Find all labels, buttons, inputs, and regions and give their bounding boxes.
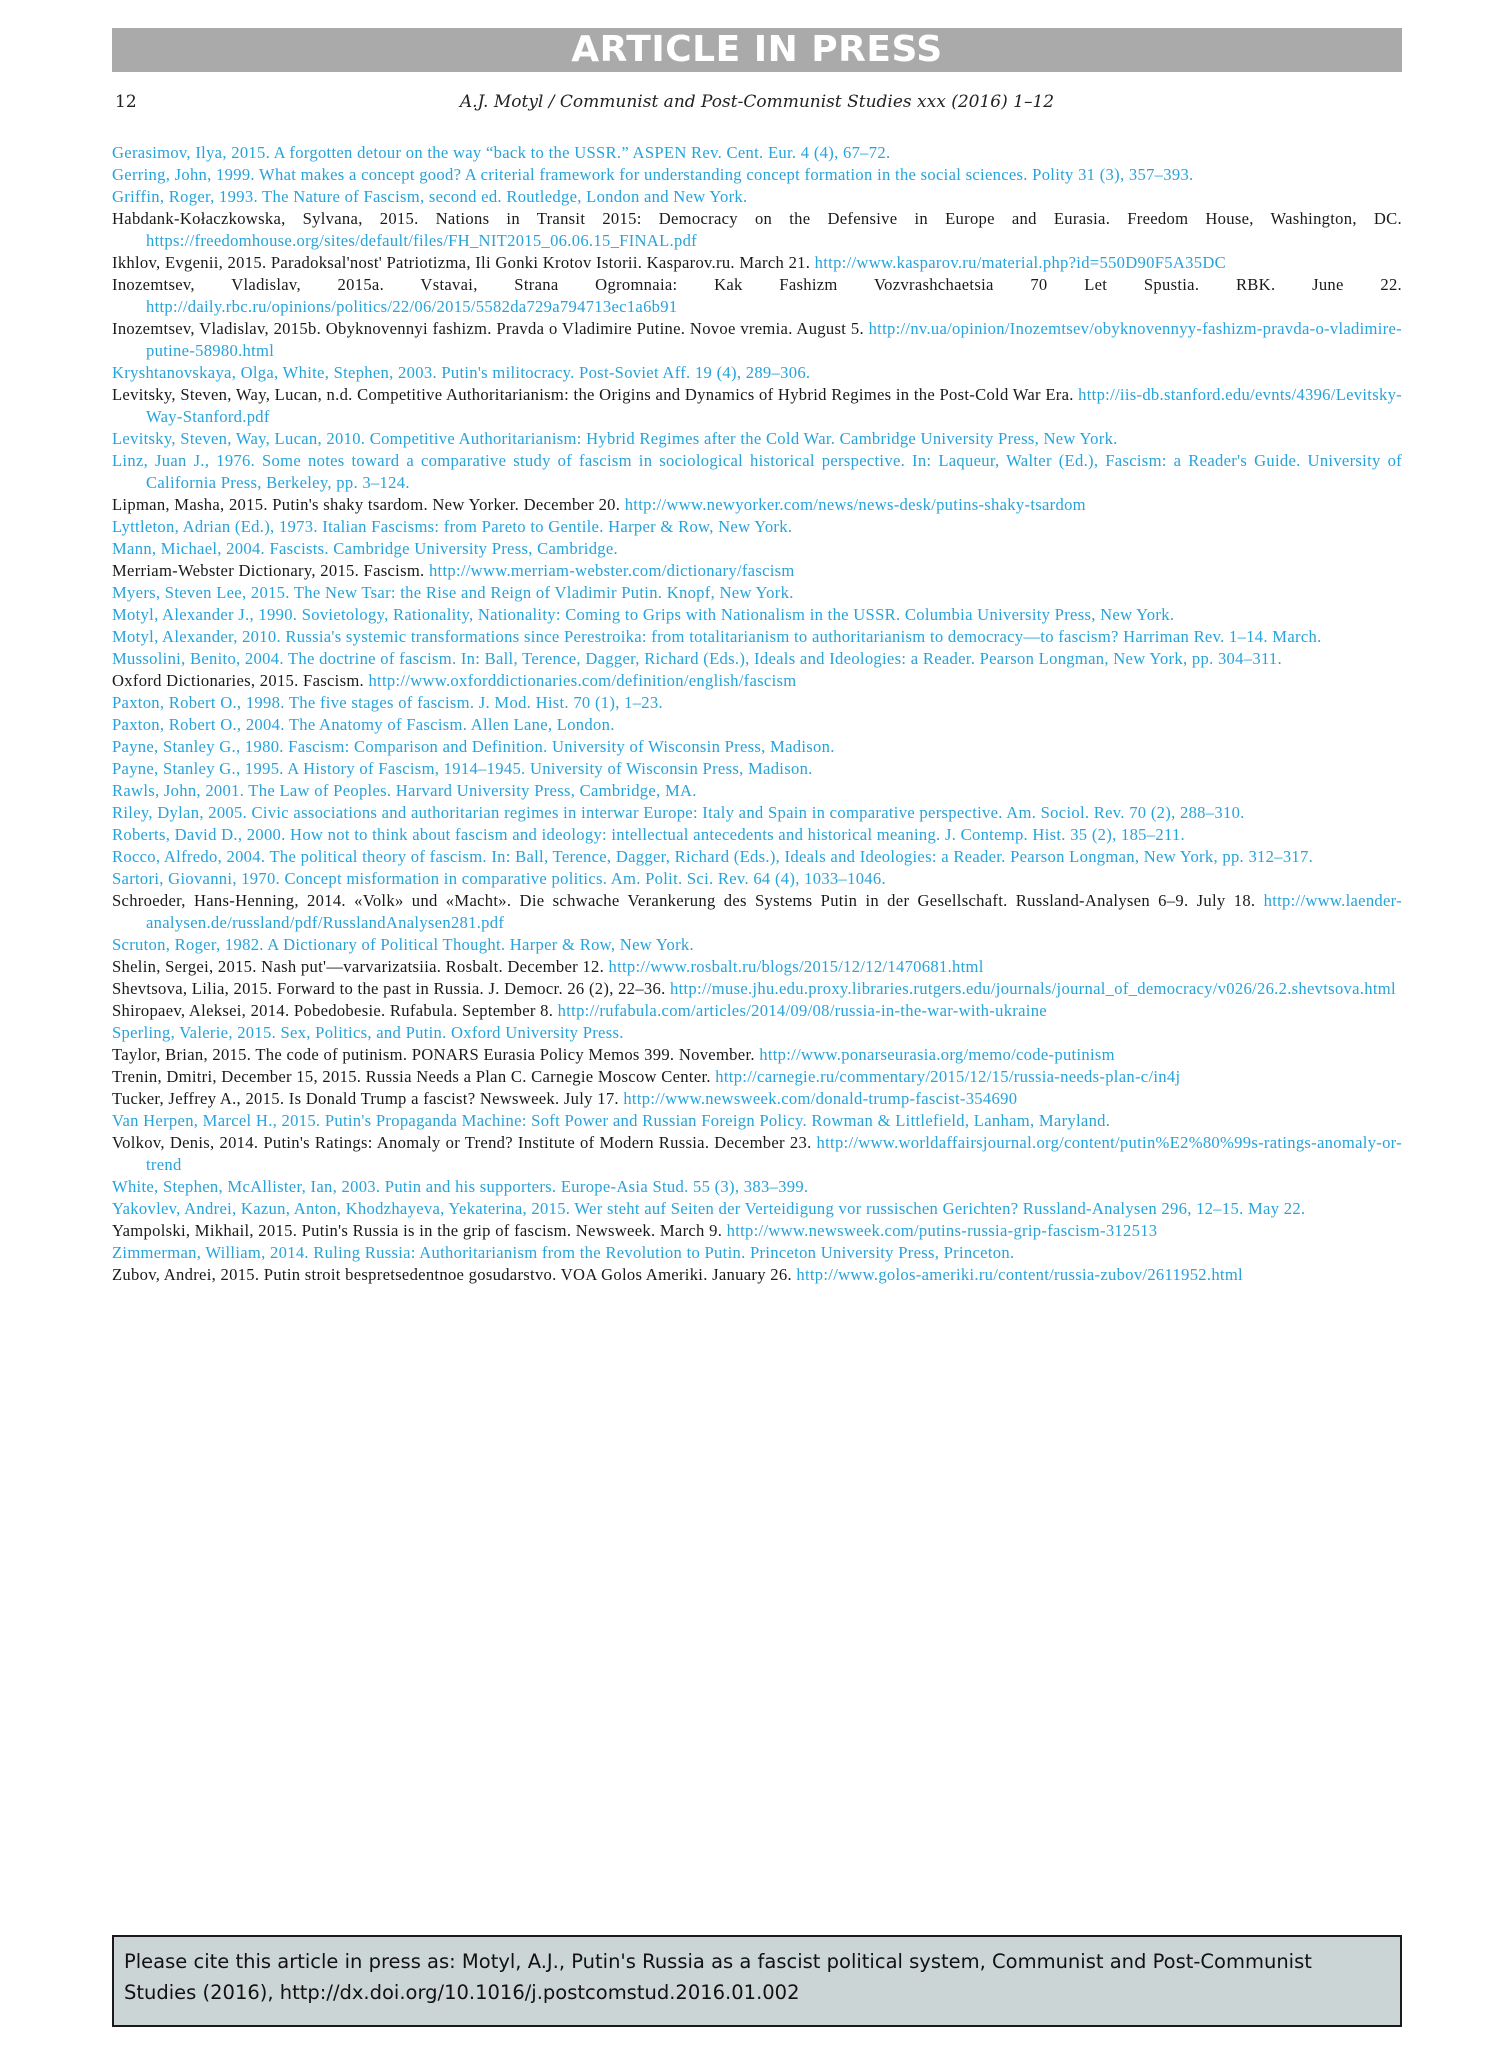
reference-entry[interactable]: [112, 604, 1402, 626]
reference-text: Merriam-Webster Dictionary, 2015. Fascism.: [112, 561, 429, 580]
reference-entry[interactable]: [112, 802, 1402, 824]
reference-text: Oxford Dictionaries, 2015. Fascism.: [112, 671, 369, 690]
reference-entry[interactable]: [112, 164, 1402, 186]
reference-entry[interactable]: [112, 758, 1402, 780]
reference-entry: [112, 494, 1402, 516]
reference-entry: [112, 1220, 1402, 1242]
citation-notice: Please cite this article in press as: Motyl, A.J., Putin's Russia as a fascist political system, Communist and Post-Communist Studies (2016), http://dx.doi.org/10.1016/j.postcomstud.2016.01.002: [112, 1935, 1402, 2027]
reference-text: Lipman, Masha, 2015. Putin's shaky tsardom. New Yorker. December 20.: [112, 495, 625, 514]
reference-text: Inozemtsev, Vladislav, 2015b. Obyknovennyi fashizm. Pravda o Vladimire Putine. Novoe vremia. August 5.: [112, 319, 869, 338]
reference-text: Scruton, Roger, 1982. A Dictionary of Political Thought. Harper & Row, New York.: [112, 935, 694, 954]
reference-text: Mann, Michael, 2004. Fascists. Cambridge University Press, Cambridge.: [112, 539, 619, 558]
reference-entry: [112, 670, 1402, 692]
reference-entry[interactable]: [112, 648, 1402, 670]
reference-entry[interactable]: [112, 736, 1402, 758]
reference-text: Yampolski, Mikhail, 2015. Putin's Russia is in the grip of fascism. Newsweek. March 9.: [112, 1221, 727, 1240]
reference-entry[interactable]: [112, 1242, 1402, 1264]
reference-entry[interactable]: [112, 1110, 1402, 1132]
reference-text: Griffin, Roger, 1993. The Nature of Fascism, second ed. Routledge, London and New York.: [112, 187, 748, 206]
reference-url-link[interactable]: http://nv.ua/opinion/Inozemtsev/obyknovennyy-fashizm-pravda-o-vladimire-putine-58980.html: [146, 319, 1402, 360]
reference-url-link[interactable]: http://iis-db.stanford.edu/evnts/4396/Levitsky-Way-Stanford.pdf: [146, 385, 1402, 426]
reference-entry[interactable]: [112, 714, 1402, 736]
reference-text: Gerasimov, Ilya, 2015. A forgotten detour on the way “back to the USSR.” ASPEN Rev. Cent. Eur. 4 (4), 67–72.: [112, 143, 891, 162]
reference-entry[interactable]: [112, 1022, 1402, 1044]
reference-text: Levitsky, Steven, Way, Lucan, 2010. Competitive Authoritarianism: Hybrid Regimes after the Cold War. Cambridge University Press, New York.: [112, 429, 1118, 448]
reference-text: White, Stephen, McAllister, Ian, 2003. Putin and his supporters. Europe-Asia Stud. 55 (3), 383–399.: [112, 1177, 809, 1196]
reference-entry[interactable]: [112, 1198, 1402, 1220]
page-number: 12: [115, 92, 137, 112]
reference-url-link[interactable]: http://www.kasparov.ru/material.php?id=550D90F5A35DC: [814, 253, 1226, 272]
reference-entry: [112, 384, 1402, 428]
reference-entry[interactable]: [112, 538, 1402, 560]
reference-entry: [112, 1000, 1402, 1022]
reference-entry[interactable]: [112, 868, 1402, 890]
reference-url-link[interactable]: http://www.oxforddictionaries.com/definition/english/fascism: [368, 671, 797, 690]
reference-url-link[interactable]: http://www.newsweek.com/donald-trump-fascist-354690: [623, 1089, 1018, 1108]
reference-entry: [112, 1264, 1402, 1286]
reference-text: Tucker, Jeffrey A., 2015. Is Donald Trump a fascist? Newsweek. July 17.: [112, 1089, 624, 1108]
reference-text: Motyl, Alexander, 2010. Russia's systemic transformations since Perestroika: from totalitarianism to authoritarianism to democracy—to fascism? Harriman Rev. 1–14. March.: [112, 627, 1322, 646]
reference-entry[interactable]: [112, 186, 1402, 208]
reference-entry[interactable]: [112, 450, 1402, 494]
reference-url-link[interactable]: http://muse.jhu.edu.proxy.libraries.rutgers.edu/journals/journal_of_democracy/v026/26.2.shevtsova.html: [670, 979, 1396, 998]
reference-entry: [112, 1044, 1402, 1066]
reference-text: Van Herpen, Marcel H., 2015. Putin's Propaganda Machine: Soft Power and Russian Foreign Policy. Rowman & Littlefield, Lanham, Maryland.: [112, 1111, 1111, 1130]
reference-entry[interactable]: [112, 846, 1402, 868]
reference-url-link[interactable]: http://www.newsweek.com/putins-russia-grip-fascism-312513: [726, 1221, 1158, 1240]
reference-text: Schroeder, Hans-Henning, 2014. «Volk» und «Macht». Die schwache Verankerung des Systems Putin in der Gesellschaft. Russland-Analysen 6–9. July 18.: [112, 891, 1264, 910]
reference-text: Levitsky, Steven, Way, Lucan, n.d. Competitive Authoritarianism: the Origins and Dynamics of Hybrid Regimes in the Post-Cold War Era.: [112, 385, 1079, 404]
reference-text: Taylor, Brian, 2015. The code of putinism. PONARS Eurasia Policy Memos 399. November.: [112, 1045, 760, 1064]
reference-text: Zubov, Andrei, 2015. Putin stroit bespretsedentnoe gosudarstvo. VOA Golos Ameriki. January 26.: [112, 1265, 797, 1284]
reference-text: Shiropaev, Aleksei, 2014. Pobedobesie. Rufabula. September 8.: [112, 1001, 558, 1020]
reference-url-link[interactable]: http://www.laender-analysen.de/russland/pdf/RusslandAnalysen281.pdf: [146, 891, 1402, 932]
reference-text: Paxton, Robert O., 2004. The Anatomy of Fascism. Allen Lane, London.: [112, 715, 615, 734]
reference-text: Rocco, Alfredo, 2004. The political theory of fascism. In: Ball, Terence, Dagger, Richard (Eds.), Ideals and Ideologies: a Reader. Pearson Longman, New York, pp. 312–317.: [112, 847, 1314, 866]
reference-text: Roberts, David D., 2000. How not to think about fascism and ideology: intellectual antecedents and historical meaning. J. Contemp. Hist. 35 (2), 185–211.: [112, 825, 1185, 844]
reference-url-link[interactable]: http://www.newyorker.com/news/news-desk/putins-shaky-tsardom: [624, 495, 1086, 514]
reference-entry: [112, 274, 1402, 318]
reference-text: Paxton, Robert O., 1998. The five stages of fascism. J. Mod. Hist. 70 (1), 1–23.: [112, 693, 663, 712]
reference-entry[interactable]: [112, 626, 1402, 648]
reference-entry: [112, 560, 1402, 582]
reference-entry: [112, 318, 1402, 362]
reference-url-link[interactable]: http://www.golos-ameriki.ru/content/russia-zubov/2611952.html: [796, 1265, 1243, 1284]
reference-text: Kryshtanovskaya, Olga, White, Stephen, 2003. Putin's militocracy. Post-Soviet Aff. 19 (4), 289–306.: [112, 363, 811, 382]
reference-entry: [112, 1132, 1402, 1176]
reference-text: Riley, Dylan, 2005. Civic associations and authoritarian regimes in interwar Europe: Italy and Spain in comparative perspective. Am. Sociol. Rev. 70 (2), 288–310.: [112, 803, 1245, 822]
running-title: A.J. Motyl / Communist and Post-Communist Studies xxx (2016) 1–12: [459, 92, 1055, 112]
reference-text: Linz, Juan J., 1976. Some notes toward a comparative study of fascism in sociological historical perspective. In: Laqueur, Walter (Ed.), Fascism: a Reader's Guide. University of California Press, Berkeley, pp. 3–124.: [112, 451, 1402, 492]
reference-text: Ikhlov, Evgenii, 2015. Paradoksal'nost' Patriotizma, Ili Gonki Krotov Istorii. Kasparov.ru. March 21.: [112, 253, 815, 272]
reference-text: Motyl, Alexander J., 1990. Sovietology, Rationality, Nationality: Coming to Grips with Nationalism in the USSR. Columbia University Press, New York.: [112, 605, 1175, 624]
reference-url-link[interactable]: http://www.worldaffairsjournal.org/content/putin%E2%80%99s-ratings-anomaly-or-trend: [146, 1133, 1402, 1174]
reference-entry[interactable]: [112, 428, 1402, 450]
reference-entry: [112, 978, 1402, 1000]
reference-text: Lyttleton, Adrian (Ed.), 1973. Italian Fascisms: from Pareto to Gentile. Harper & Row, New York.: [112, 517, 793, 536]
reference-url-link[interactable]: http://www.ponarseurasia.org/memo/code-putinism: [759, 1045, 1115, 1064]
reference-text: Gerring, John, 1999. What makes a concept good? A criterial framework for understanding concept formation in the social sciences. Polity 31 (3), 357–393.: [112, 165, 1194, 184]
reference-text: Shevtsova, Lilia, 2015. Forward to the past in Russia. J. Democr. 26 (2), 22–36.: [112, 979, 671, 998]
reference-text: Volkov, Denis, 2014. Putin's Ratings: Anomaly or Trend? Institute of Modern Russia. December 23.: [112, 1133, 817, 1152]
reference-text: Trenin, Dmitri, December 15, 2015. Russia Needs a Plan C. Carnegie Moscow Center.: [112, 1067, 716, 1086]
reference-text: Myers, Steven Lee, 2015. The New Tsar: the Rise and Reign of Vladimir Putin. Knopf, New York.: [112, 583, 794, 602]
reference-url-link[interactable]: http://daily.rbc.ru/opinions/politics/22/06/2015/5582da729a794713ec1a6b91: [146, 297, 678, 316]
reference-text: Rawls, John, 2001. The Law of Peoples. Harvard University Press, Cambridge, MA.: [112, 781, 697, 800]
reference-entry[interactable]: [112, 934, 1402, 956]
reference-text: Zimmerman, William, 2014. Ruling Russia: Authoritarianism from the Revolution to Putin. Princeton University Press, Princeton.: [112, 1243, 1015, 1262]
reference-entry[interactable]: [112, 692, 1402, 714]
reference-text: Habdank-Kołaczkowska, Sylvana, 2015. Nations in Transit 2015: Democracy on the Defensive in Europe and Eurasia. Freedom House, Washington, DC.: [112, 209, 1402, 228]
reference-list: [112, 142, 1402, 1286]
reference-entry[interactable]: [112, 362, 1402, 384]
reference-entry[interactable]: [112, 1176, 1402, 1198]
reference-url-link[interactable]: http://www.merriam-webster.com/dictionary/fascism: [428, 561, 795, 580]
reference-url-link[interactable]: http://rufabula.com/articles/2014/09/08/russia-in-the-war-with-ukraine: [557, 1001, 1047, 1020]
reference-entry: [112, 1066, 1402, 1088]
reference-url-link[interactable]: https://freedomhouse.org/sites/default/files/FH_NIT2015_06.06.15_FINAL.pdf: [146, 231, 697, 250]
reference-entry: [112, 252, 1402, 274]
reference-entry[interactable]: [112, 824, 1402, 846]
reference-text: Payne, Stanley G., 1995. A History of Fascism, 1914–1945. University of Wisconsin Press, Madison.: [112, 759, 813, 778]
reference-entry[interactable]: [112, 780, 1402, 802]
reference-entry: [112, 890, 1402, 934]
reference-entry[interactable]: [112, 516, 1402, 538]
reference-text: Inozemtsev, Vladislav, 2015a. Vstavai, Strana Ogromnaia: Kak Fashizm Vozvrashchaetsia 70 Let Spustia. RBK. June 22.: [112, 275, 1402, 294]
reference-text: Sperling, Valerie, 2015. Sex, Politics, and Putin. Oxford University Press.: [112, 1023, 624, 1042]
reference-text: Yakovlev, Andrei, Kazun, Anton, Khodzhayeva, Yekaterina, 2015. Wer steht auf Seiten der Verteidigung vor russischen Gerichten? Russland-Analysen 296, 12–15. May 22.: [112, 1199, 1306, 1218]
reference-text: Mussolini, Benito, 2004. The doctrine of fascism. In: Ball, Terence, Dagger, Richard (Eds.), Ideals and Ideologies: a Reader. Pearson Longman, New York, pp. 304–311.: [112, 649, 1282, 668]
reference-text: Payne, Stanley G., 1980. Fascism: Comparison and Definition. University of Wisconsin Press, Madison.: [112, 737, 835, 756]
reference-entry: [112, 208, 1402, 252]
reference-entry[interactable]: [112, 142, 1402, 164]
reference-url-link[interactable]: http://www.rosbalt.ru/blogs/2015/12/12/1470681.html: [608, 957, 984, 976]
reference-entry[interactable]: [112, 582, 1402, 604]
reference-text: Sartori, Giovanni, 1970. Concept misformation in comparative politics. Am. Polit. Sci. Rev. 64 (4), 1033–1046.: [112, 869, 886, 888]
reference-entry: [112, 1088, 1402, 1110]
reference-url-link[interactable]: http://carnegie.ru/commentary/2015/12/15/russia-needs-plan-c/in4j: [715, 1067, 1181, 1086]
reference-text: Shelin, Sergei, 2015. Nash put'—varvarizatsiia. Rosbalt. December 12.: [112, 957, 609, 976]
reference-entry: [112, 956, 1402, 978]
article-in-press-banner: ARTICLE IN PRESS: [112, 28, 1402, 72]
